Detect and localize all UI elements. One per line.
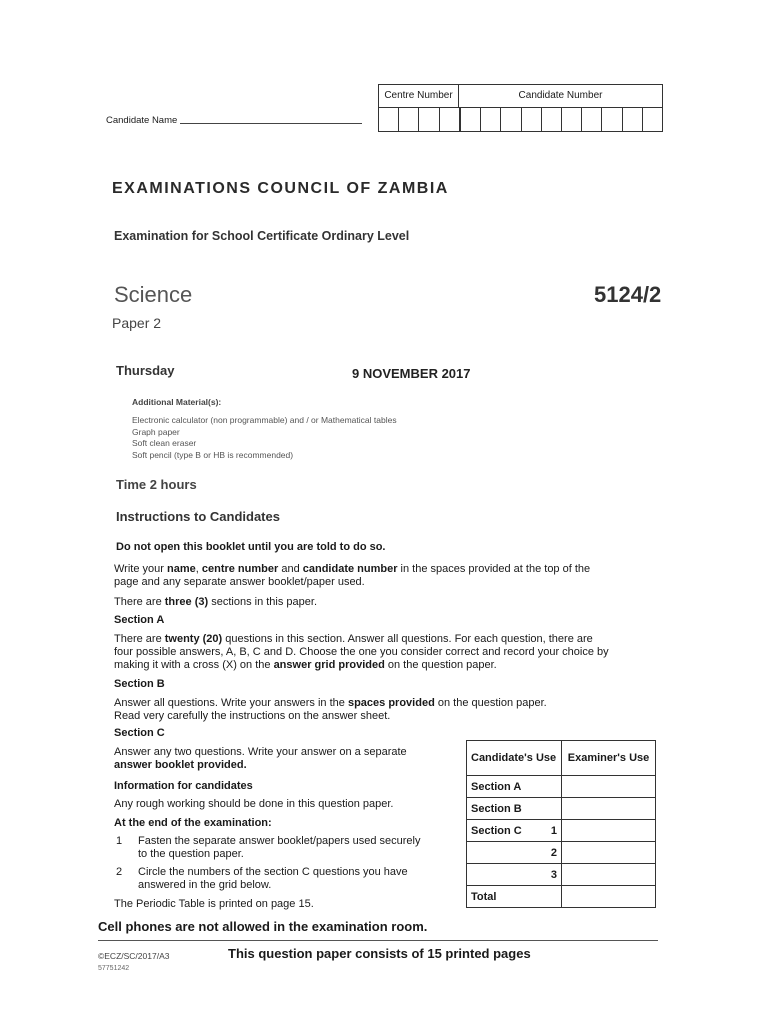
paper-number: Paper 2 [112,315,162,331]
table-row [467,842,656,864]
score-cell[interactable] [562,842,656,864]
text-line: Answer any two questions. Write your answer on a separate [114,746,407,758]
exam-day: Thursday [116,363,175,378]
score-cell[interactable] [562,776,656,798]
text-span: on the question paper. [384,659,497,671]
paper-code: 5124/2 [594,282,662,307]
text-span: in the spaces provided at the top of the [397,563,591,575]
number-cell[interactable] [562,108,582,131]
copyright: ©ECZ/SC/2017/A3 [98,951,170,961]
end-item-1 [138,835,421,861]
row-label-section-c [467,820,562,842]
footer-divider [98,940,658,941]
text-span: on the question paper. [434,697,547,709]
text-span: answer grid provided [273,659,385,671]
row-label-total: Total [467,886,562,908]
text-line: four possible answers, A, B, C and D. Choose the one you consider correct and record your choice by [114,646,609,658]
info-heading: Information for candidates [114,780,253,792]
text-line: page and any separate answer booklet/paper used. [114,576,365,588]
text-span: Answer all questions. Write your answers in the [114,697,348,709]
text-line: Fasten the separate answer booklet/papers used securely [138,835,421,847]
score-cell[interactable] [562,864,656,886]
end-heading: At the end of the examination: [114,817,272,829]
text-span: spaces provided [347,697,435,709]
page-count-note: This question paper consists of 15 printed pages [228,946,531,961]
info-text: Any rough working should be done in this question paper. [114,798,394,810]
exam-date: 9 NOVEMBER 2017 [352,366,471,381]
score-cell[interactable] [562,820,656,842]
number-cell[interactable] [522,108,542,131]
table-row [467,864,656,886]
section-c-text [114,746,407,772]
materials-heading: Additional Material(s): [132,397,222,407]
score-cell[interactable] [562,798,656,820]
write-instruction [114,563,590,589]
question-number[interactable]: 1 [550,824,557,837]
text-line: Circle the numbers of the section C questions you have [138,866,408,878]
text-span: making it with a cross (X) on the [114,659,274,671]
question-row [467,842,562,864]
row-label-section-a: Section A [467,776,562,798]
section-c-label: Section C [471,824,522,837]
number-cell[interactable] [440,108,461,131]
text-span: There are [114,596,165,608]
section-b-heading: Section B [114,678,165,690]
text-line: to the question paper. [138,848,244,860]
score-table [466,740,656,908]
text-line: Read very carefully the instructions on the answer sheet. [114,710,391,722]
end-item-2-number: 2 [116,866,123,878]
number-cell[interactable] [643,108,662,131]
text-span: , [195,563,202,575]
text-span: centre number [201,563,279,575]
text-span: and [278,563,303,575]
do-not-open-notice: Do not open this booklet until you are told to do so. [116,541,386,553]
number-cell[interactable] [419,108,439,131]
section-a-heading: Section A [114,614,165,626]
text-span: candidate number [302,563,398,575]
materials-item: Soft pencil (type B or HB is recommended) [132,449,294,460]
materials-item: Graph paper [132,426,180,437]
footer-code: 57751242 [98,965,130,972]
text-span: sections in this paper. [208,596,317,608]
text-span: twenty (20) [164,633,223,645]
number-cell[interactable] [602,108,622,131]
number-cells [379,108,662,131]
section-a-text [114,633,644,672]
number-cell[interactable] [399,108,419,131]
candidate-name-label: Candidate Name [106,115,178,126]
subject-title: Science [114,282,193,307]
candidates-use-header: Candidate's Use [467,741,562,776]
council-name: EXAMINATIONS COUNCIL OF ZAMBIA [112,180,449,197]
text-span: three (3) [164,596,209,608]
time-allowed: Time 2 hours [116,477,197,492]
number-cell[interactable] [501,108,521,131]
candidate-name-line[interactable] [180,123,362,124]
question-number[interactable]: 3 [550,868,557,881]
candidate-number-label: Candidate Number [459,85,662,108]
text-line: answered in the grid below. [138,879,272,891]
section-b-text [114,697,547,723]
sections-count [114,596,317,609]
question-number[interactable]: 2 [550,846,557,859]
text-span: There are [114,633,165,645]
number-cell[interactable] [379,108,399,131]
row-label-section-b: Section B [467,798,562,820]
number-cell[interactable] [481,108,501,131]
text-span: questions in this section. Answer all questions. For each question, there are [222,633,593,645]
text-line: answer booklet provided. [114,759,247,771]
end-item-1-number: 1 [116,835,123,847]
number-cell[interactable] [542,108,562,131]
examiners-use-header: Examiner's Use [562,741,656,776]
periodic-table-note: The Periodic Table is printed on page 15. [114,898,314,910]
materials-item: Soft clean eraser [132,438,197,448]
end-item-2 [138,866,408,892]
number-cell[interactable] [461,108,481,131]
question-row [467,864,562,886]
table-row [467,820,656,842]
instructions-heading: Instructions to Candidates [116,509,280,524]
text-span: name [166,563,196,575]
table-row [467,798,656,820]
number-cell[interactable] [623,108,643,131]
exam-level: Examination for School Certificate Ordinary Level [114,229,410,243]
text-span: Write your [114,563,167,575]
table-row [467,886,656,908]
number-grid [378,84,663,132]
centre-number-label: Centre Number [379,85,459,108]
cell-phones-notice: Cell phones are not allowed in the examination room. [98,919,428,934]
section-c-heading: Section C [114,727,165,739]
number-cell[interactable] [582,108,602,131]
materials-item: Electronic calculator (non programmable) and / or Mathematical tables [132,415,397,425]
score-cell[interactable] [562,886,656,908]
table-row [467,741,656,776]
table-row [467,776,656,798]
materials-list [132,415,397,461]
